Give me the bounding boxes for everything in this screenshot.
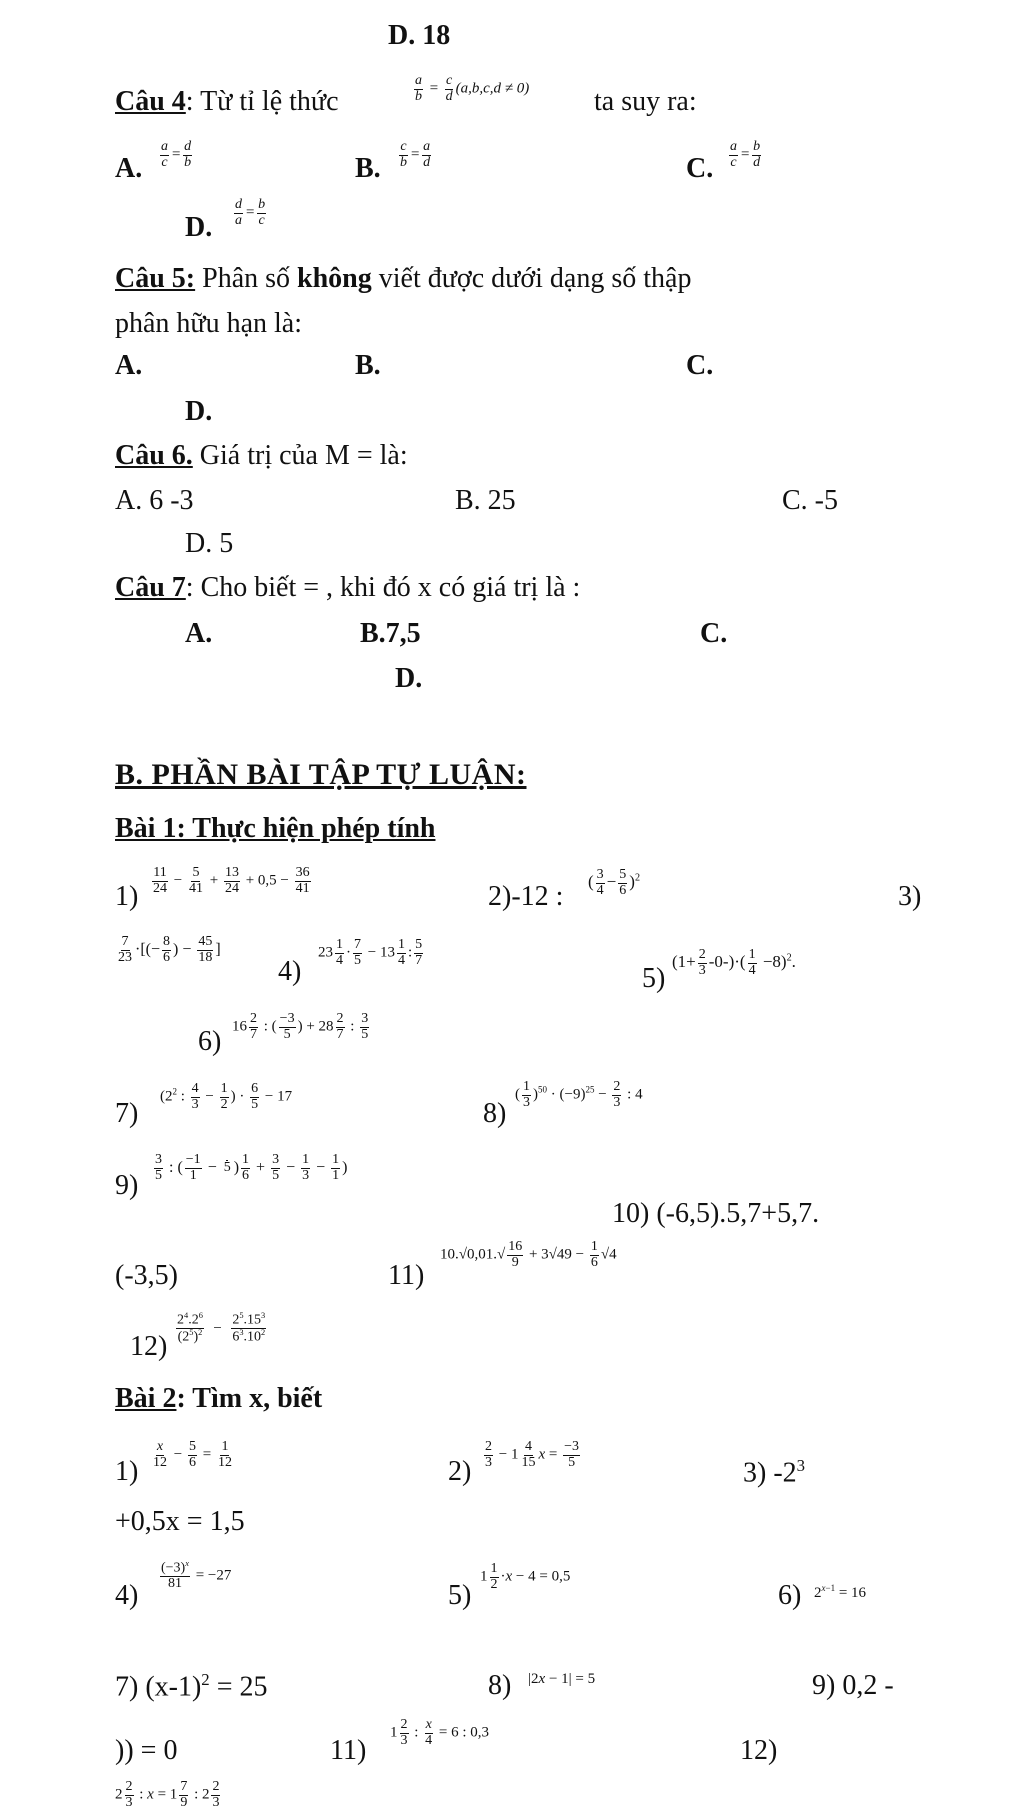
bai1-item-11-number: 11) — [388, 1260, 425, 1291]
bai1-item-5-expr: (1+ $\frac{2}{3}$ -0-)·( $\frac{1}{4}$ −8)$^2$. — [672, 947, 796, 978]
bai2-item-6-number: 6) — [778, 1580, 802, 1611]
bai2-title — [115, 1385, 322, 1413]
q4-option-d-expr: $\frac{d}{a}$ = $\frac{b}{c}$ — [235, 197, 266, 228]
q5-line2: phân hữu hạn là: — [115, 308, 303, 339]
bai2-item-1-number: 1) — [115, 1456, 139, 1487]
bai1-item-6-number: 6) — [198, 1026, 222, 1057]
q4-option-c-expr: $\frac{a}{c}$ = $\frac{b}{d}$ — [730, 139, 761, 170]
bai2-item-1-expr: $\frac{x}{12}$ − $\frac{5}{6}$ = $\frac{1}{12}$ — [153, 1439, 232, 1470]
q4-option-a: A. — [115, 153, 143, 184]
bai1-item-10-number: 10) (-6,5).5,7+5,7. — [612, 1198, 820, 1229]
q7-option-b: B.7,5 — [360, 618, 421, 649]
question-4 — [115, 88, 339, 116]
q4-label: Câu 4 — [115, 86, 186, 117]
q5-option-c: C. — [686, 350, 714, 381]
bai1-item-8-expr: ( $\frac{1}{3}$ )$^{50} \cdot (-9)^{25}$ − $\frac{2}{3}$ : 4 — [515, 1079, 643, 1110]
section-b-heading: B. PHẦN BÀI TẬP TỰ LUẬN: — [115, 758, 527, 791]
q4-option-d: D. — [185, 212, 213, 243]
q7-option-c: C. — [700, 618, 728, 649]
q7-option-a: A. — [185, 618, 213, 649]
question-6 — [115, 442, 408, 470]
bai2-item-11-expr: 1 $\frac{2}{3}$ : $\frac{x}{4}$ = 6 : 0,3 — [390, 1717, 490, 1748]
q6-label: Câu 6. — [115, 440, 193, 471]
bai1-item-2-number: 2)-12 : — [488, 881, 564, 912]
bai1-item-3-number: 3) — [898, 881, 922, 912]
q5-option-b: B. — [355, 350, 381, 381]
bai1-title: Bài 1: Thực hiện phép tính — [115, 813, 436, 844]
q7-option-d: D. — [395, 663, 423, 694]
bai1-item-7-expr: ($2^2$ : $\frac{4}{3}$ − $\frac{1}{2}$ ) · $\frac{6}{5}$ − 17 — [160, 1081, 293, 1112]
q4-text-after: ta suy ra: — [594, 86, 697, 117]
bai1-item-5-number: 5) — [642, 963, 666, 994]
q4-option-c: C. — [686, 153, 714, 184]
question-7 — [115, 574, 580, 602]
bai2-item-3-number: 3) $-2^3$ — [743, 1456, 806, 1489]
bai2-item-3-continued: +0,5x = 1,5 — [115, 1506, 245, 1537]
q6-option-b: B. 25 — [455, 485, 516, 516]
bai2-item-5-number: 5) — [448, 1580, 472, 1611]
bai1-item-6-expr: 16 $\frac{2}{7}$ : ( $\frac{-3}{5}$ ) + 28 $\frac{2}{7}$ : $\frac{3}{5}$ — [232, 1011, 369, 1042]
bai1-item-12-expr: $\frac{2^4.2^6}{(2^5)^2}$ − $\frac{2^5.15^3}{6^3.10^2}$ — [177, 1311, 266, 1345]
bai1-item-2-expr: ( $\frac{3}{4}$ − $\frac{5}{6}$ )$^2$ — [588, 867, 641, 898]
q5-option-a: A. — [115, 350, 143, 381]
bai1-item-10-continued: (-3,5) — [115, 1260, 178, 1291]
top-option-d: D. 18 — [388, 20, 451, 51]
q5-bold: không — [297, 263, 372, 294]
bai2-item-8-number: 8) — [488, 1670, 512, 1701]
bai1-item-4-number: 4) — [278, 956, 302, 987]
q6-option-c: C. -5 — [782, 485, 838, 516]
q7-label: Câu 7 — [115, 572, 186, 603]
q5-label: Câu 5: — [115, 263, 196, 294]
q4-condition: (a,b,c,d ≠ 0) — [455, 80, 530, 97]
bai2-item-4-expr: $\frac{(-3)^x}{81}$ = −27 — [161, 1559, 232, 1592]
bai1-item-3-expr: $\frac{7}{23}$ ·[(− $\frac{8}{6}$ ) − $\frac{45}{18}$ ] — [118, 934, 221, 965]
bai2-item-7-text: 7) (x-1) — [115, 1671, 202, 1703]
q4-ratio: $\frac{a}{b}$ = $\frac{c}{d}$ (a,b,c,d ≠ 0) — [415, 73, 530, 104]
bai2-item-7-number: 7) $(x-1)^2 = 25$ — [115, 1670, 268, 1703]
q5-text2: viết được dưới dạng số thập — [378, 263, 692, 294]
bai2-title-label: Bài 2 — [115, 1383, 177, 1414]
bai2-item-3-text: 3) -2 — [743, 1457, 797, 1489]
q6-option-d: D. 5 — [185, 528, 234, 559]
bai2-title-rest: : Tìm x, biết — [176, 1383, 323, 1414]
bai1-item-1-expr: $\frac{11}{24}$ − $\frac{5}{41}$ + $\frac{13}{24}$ + 0,5 − $\frac{36}{41}$ — [153, 865, 310, 896]
bai2-item-4-number: 4) — [115, 1580, 139, 1611]
question-5 — [115, 265, 691, 293]
bai1-item-8-number: 8) — [483, 1098, 507, 1129]
q4-option-b: B. — [355, 153, 381, 184]
bai2-item-5-expr: 1 $\frac{1}{2}$ ·x − 4 = 0,5 — [480, 1561, 571, 1592]
bai1-item-12-number: 12) — [130, 1331, 168, 1362]
bai1-item-1-number: 1) — [115, 881, 139, 912]
q5-option-d: D. — [185, 396, 213, 427]
bai2-item-6-expr: $2^{x-1} = 16$ — [814, 1583, 867, 1601]
q7-text: : Cho biết = , khi đó x có giá trị là : — [185, 572, 581, 603]
bai1-item-7-number: 7) — [115, 1098, 139, 1129]
bai2-item-2-number: 2) — [448, 1456, 472, 1487]
bai2-item-2-expr: $\frac{2}{3}$ − 1 $\frac{4}{15}$ x = $\frac{-3}{5}$ — [485, 1439, 580, 1470]
bai1-item-11-expr: 10.√0,01.√ $\frac{16}{9}$ + 3√49 − $\frac{1}{6}$ √4 — [440, 1239, 617, 1270]
bai2-item-12-number: 12) — [740, 1735, 778, 1766]
q6-text: Giá trị của M = là: — [199, 440, 408, 471]
q4-text-before: : Từ tỉ lệ thức — [185, 86, 339, 117]
q6-option-a: A. 6 -3 — [115, 485, 194, 516]
bai1-item-4-expr: 23 $\frac{1}{4}$ · $\frac{7}{5}$ − 13 $\frac{1}{4}$ : $\frac{5}{7}$ — [318, 937, 423, 968]
bai2-item-7-rest: = 25 — [209, 1671, 268, 1703]
q5-text1: Phân số — [202, 263, 291, 294]
bai2-item-9-number: 9) 0,2 - — [812, 1670, 894, 1701]
bai1-item-9-expr: $\frac{3}{5}$ : ( $\frac{-1}{1}$ − 5 ) $\frac{1}{6}$ + $\frac{3}{5}$ − $\frac{1}{3}$ − $\frac{1}{1}$ ) — [155, 1152, 348, 1183]
q4-option-a-expr: $\frac{a}{c}$ = $\frac{d}{b}$ — [161, 139, 192, 170]
bai2-item-9-continued: )) = 0 — [115, 1735, 178, 1766]
bai2-item-12-expr: 2 $\frac{2}{3}$ : x = 1 $\frac{7}{9}$ : 2 $\frac{2}{3}$ — [115, 1779, 220, 1810]
q4-option-b-expr: $\frac{c}{b}$ = $\frac{a}{d}$ — [400, 139, 431, 170]
bai1-item-9-number: 9) — [115, 1170, 139, 1201]
bai2-item-8-expr: |2x − 1| = 5 — [528, 1671, 596, 1687]
bai2-item-11-number: 11) — [330, 1735, 367, 1766]
